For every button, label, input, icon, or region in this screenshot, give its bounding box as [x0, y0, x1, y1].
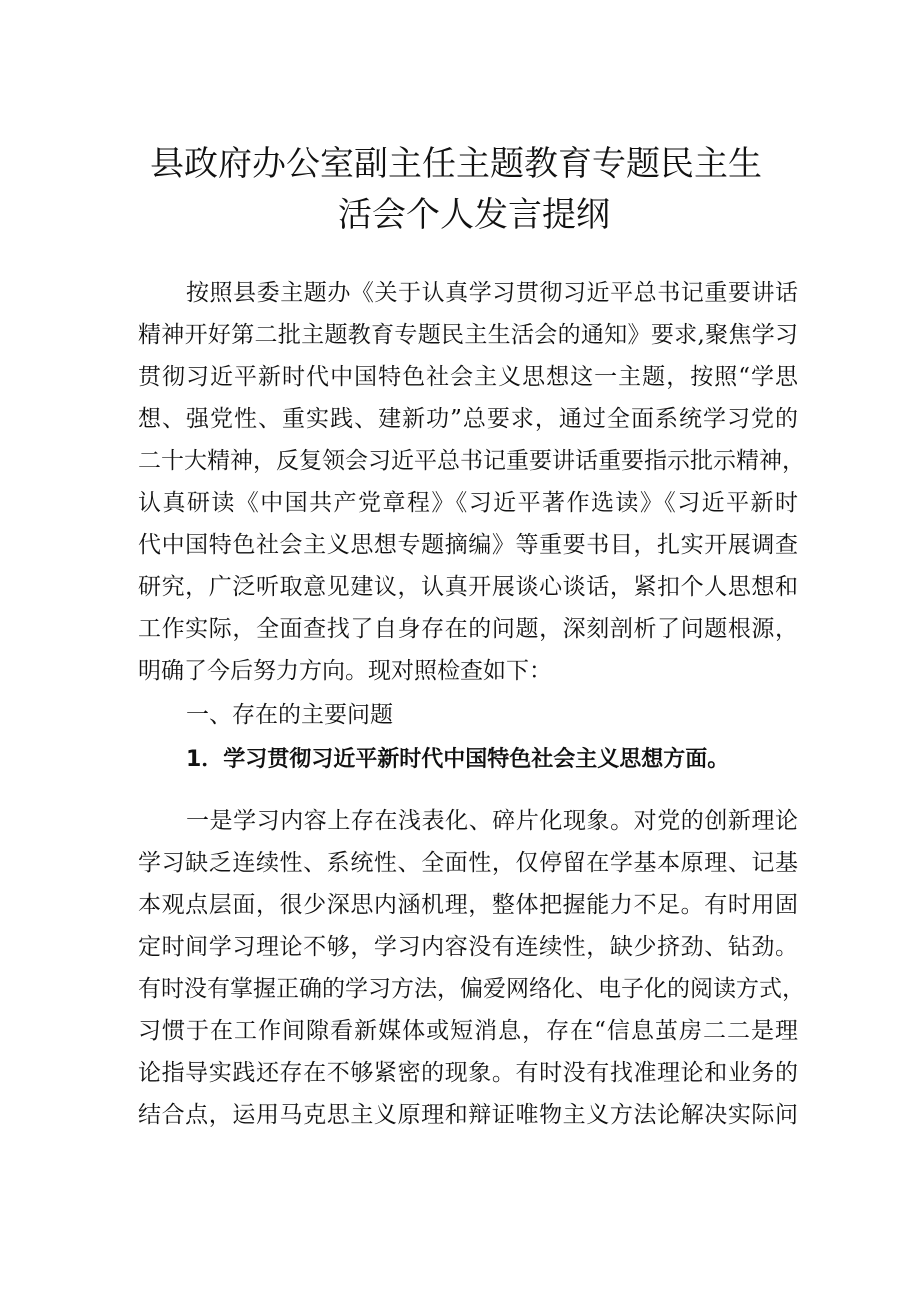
section-heading: 一、存在的主要问题: [186, 702, 393, 728]
body-line: 本观点层面，很少深思内涵机理，整体把握能力不足。有时用固: [138, 892, 798, 918]
intro-line: 二十大精神，反复领会习近平总书记重要讲话重要指示批示精神，: [138, 448, 805, 474]
body-line: 有时没有掌握正确的学习方法，偏爱网络化、电子化的阅读方式，: [138, 976, 805, 1002]
intro-line: 精神开好第二批主题教育专题民主生活会的通知》要求,聚焦学习: [138, 322, 798, 348]
body-line: 一是学习内容上存在浅表化、碎片化现象。对党的创新理论: [186, 808, 798, 834]
intro-line: 明确了今后努力方向。现对照检查如下：: [138, 658, 552, 684]
body-line: 学习缺乏连续性、系统性、全面性，仅停留在学基本原理、记基: [138, 850, 798, 876]
body-line: 定时间学习理论不够，学习内容没有连续性，缺少挤劲、钻劲。: [138, 934, 798, 960]
intro-line: 工作实际，全面查找了自身存在的问题，深刻剖析了问题根源，: [138, 616, 798, 642]
body-line: 论指导实践还存在不够紧密的现象。有时没有找准理论和业务的: [138, 1060, 798, 1086]
subsection-heading: 1．学习贯彻习近平新时代中国特色社会主义思想方面。: [186, 747, 730, 772]
document-title-line-1: 县政府办公室副主任主题教育专题民主生: [150, 144, 762, 184]
intro-line: 认真研读《中国共产党章程》《习近平著作选读》《习近平新时: [138, 490, 798, 516]
body-line: 习惯于在工作间隙看新媒体或短消息，存在“信息茧房二二是理: [138, 1018, 798, 1044]
intro-line: 研究，广泛听取意见建议，认真开展谈心谈话，紧扣个人思想和: [138, 574, 798, 600]
intro-line: 贯彻习近平新时代中国特色社会主义思想这一主题，按照“学思: [138, 364, 798, 390]
intro-line: 按照县委主题办《关于认真学习贯彻习近平总书记重要讲话: [186, 280, 798, 306]
document-title-line-2: 活会个人发言提纲: [338, 195, 610, 235]
body-line: 结合点，运用马克思主义原理和辩证唯物主义方法论解决实际问: [138, 1102, 798, 1128]
intro-line: 代中国特色社会主义思想专题摘编》等重要书目，扎实开展调查: [138, 532, 798, 558]
intro-line: 想、强党性、重实践、建新功”总要求，通过全面系统学习党的: [138, 406, 798, 432]
